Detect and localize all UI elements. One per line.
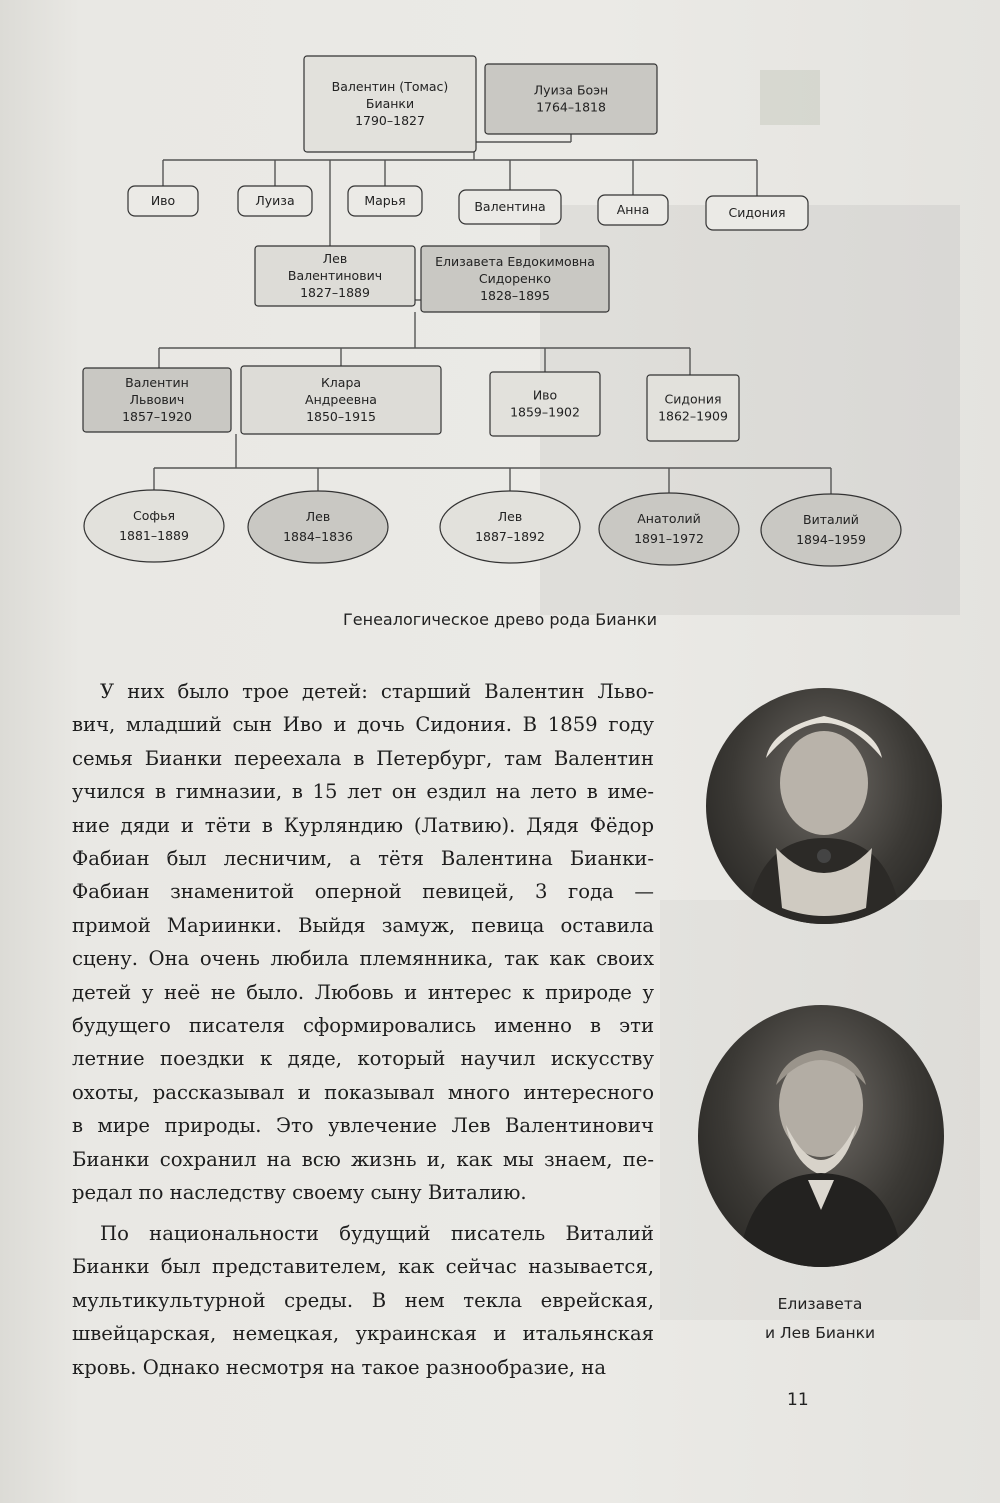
paragraph-1 [72,675,654,1210]
text-line: семья Бианки переехала в Петербург, там Валентин [72,746,654,770]
text-line: редал по наследству своему сыну Виталию. [72,1181,527,1205]
ancestor-node: Луиза Боэн 1764–1818 [533,82,609,115]
grandchild-node: Лев 1884–1836 [283,509,353,544]
photo-caption-line: Елизавета [777,1295,863,1313]
grandchild-node-oval [84,490,224,562]
text-line: в мире природы. Это увлечение Лев Валентинович [72,1114,654,1138]
family-tree-diagram [0,0,1000,600]
text-line: учился в гимназии, в 15 лет он ездил на лето в име- [72,780,654,804]
grandchild-node: Софья 1881–1889 [119,508,189,543]
photo-caption [700,1290,940,1348]
sibling-node: Сидония [728,205,786,220]
grandchild-node-oval [248,491,388,563]
text-line: охоты, рассказывал и показывал много интересного [72,1080,654,1104]
ancestor-node: Валентин (Томас) Бианки 1790–1827 [331,79,449,128]
text-line: У них было трое детей: старший Валентин Льво- [100,680,654,703]
text-line: кровь. Однако несмотря на такое разнообразие, на [72,1355,606,1379]
sibling-node: Марья [364,193,406,208]
grandchild-node-oval [761,494,901,566]
text-line: ние дяди и тёти в Курляндию (Латвию). Дядя Фёдор [72,813,654,837]
paragraph-2 [72,1217,654,1384]
grandchild-node: Лев 1887–1892 [475,509,545,544]
text-line: сцену. Она очень любила племянника, так как своих [72,947,654,971]
page-number: 11 [787,1390,809,1410]
sibling-node: Валентина [474,199,546,214]
child-node: Иво 1859–1902 [510,387,580,420]
sibling-node: Анна [616,202,650,217]
portrait-photo-elizaveta [706,688,942,924]
text-line: детей у неё не было. Любовь и интерес к природе у [72,980,654,1004]
child-node: Валентин Львович 1857–1920 [122,375,192,424]
grandchild-node-oval [599,493,739,565]
text-line: Бианки был представителем, как сейчас называется, [72,1255,654,1279]
photo-caption-line: и Лев Бианки [764,1324,876,1342]
text-line: Бианки сохранил на всю жизнь и, как мы знаем, пе- [72,1147,654,1171]
parent-node: Лев Валентинович 1827–1889 [287,251,383,300]
text-line: Фабиан был лесничим, а тётя Валентина Бианки- [72,847,654,871]
parent-node: Елизавета Евдокимовна Сидоренко 1828–1895 [435,254,595,303]
grandchild-node-oval [440,491,580,563]
sibling-node: Луиза [255,193,295,208]
text-line: будущего писателя сформировались именно в эти [72,1014,654,1038]
text-line: летние поездки к дяде, который научил искусству [72,1047,654,1071]
grandchild-node: Виталий 1894–1959 [796,512,866,547]
child-node: Сидония 1862–1909 [658,391,728,424]
text-line: мультикультурной среды. В нем текла еврейская, [72,1288,654,1312]
text-line: швейцарская, немецкая, украинская и итальянская [72,1322,654,1346]
figure-caption: Генеалогическое древо рода Бианки [343,610,657,629]
text-line: Фабиан знаменитой оперной певицей, 3 года — [72,880,654,904]
text-line: По национальности будущий писатель Виталий [100,1222,654,1245]
child-node: Клара Андреевна 1850–1915 [305,375,377,424]
portrait-photo-lev [698,1005,944,1267]
grandchild-node: Анатолий 1891–1972 [634,511,704,546]
sibling-node: Иво [150,193,176,208]
text-line: вич, младший сын Иво и дочь Сидония. В 1859 году [72,713,654,737]
text-line: примой Мариинки. Выйдя замуж, певица оставила [72,913,654,937]
